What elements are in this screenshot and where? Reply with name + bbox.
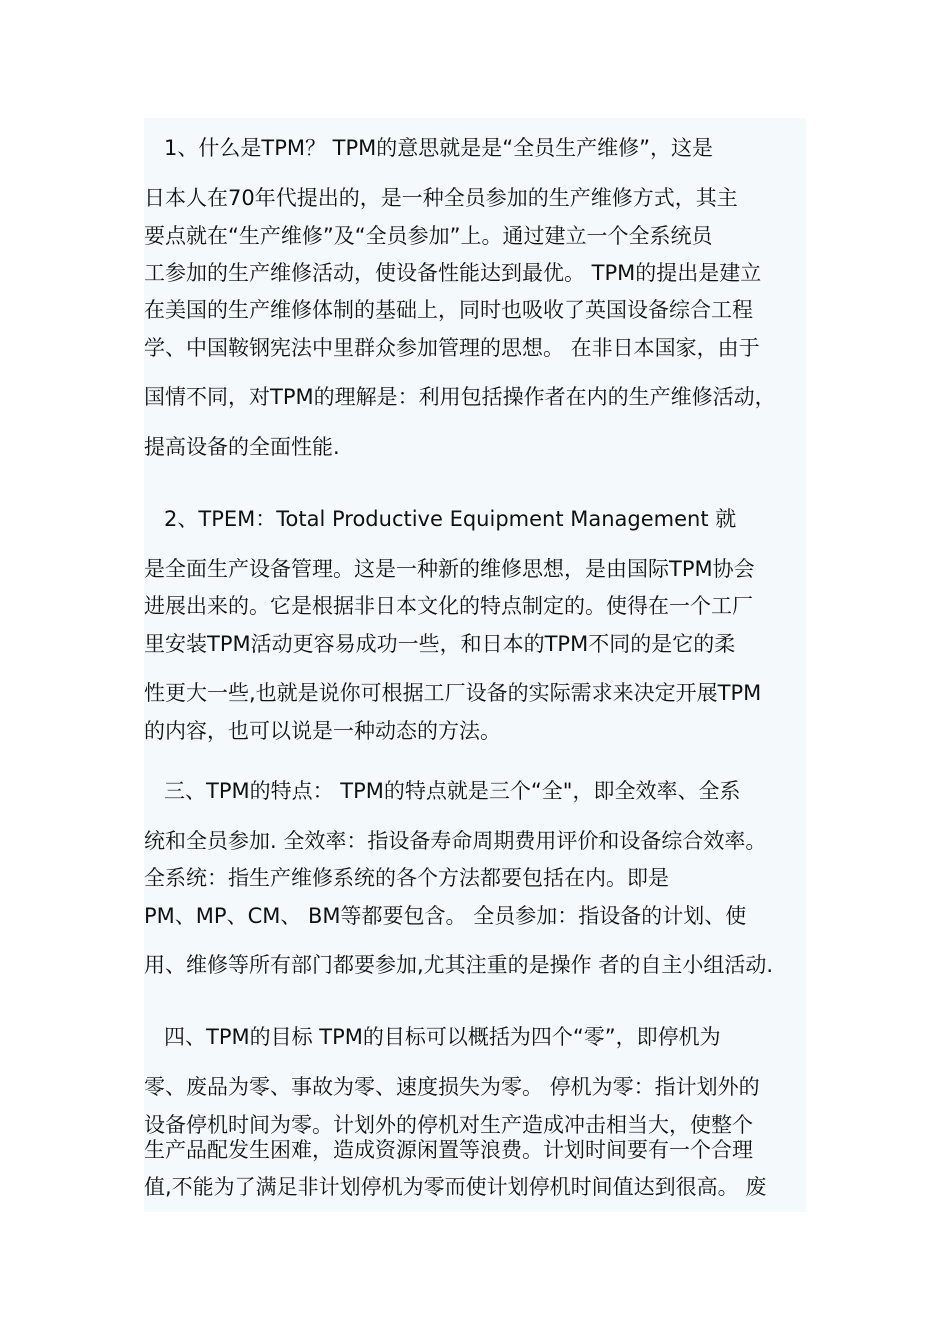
text-line: 四、TPM的目标 TPM的目标可以概括为四个“零”，即停机为 — [144, 1025, 721, 1049]
text-line: 是全面生产设备管理。这是一种新的维修思想，是由国际TPM协会 — [144, 557, 755, 581]
text-line: 用、维修等所有部门都要参加,尤其注重的是操作 者的自主小组活动. — [144, 953, 774, 977]
text-line: 要点就在“生产维修”及“全员参加”上。通过建立一个全系统员 — [144, 224, 713, 248]
text-line: 国情不同，对TPM的理解是：利用包括操作者在内的生产维修活动， — [144, 385, 776, 409]
text-line: 零、废品为零、事故为零、速度损失为零。 停机为零：指计划外的 — [144, 1075, 760, 1099]
text-line: PM、MP、CM、 BM等都要包含。 全员参加：指设备的计划、使 — [144, 904, 747, 928]
text-line: 进展出来的。它是根据非日本文化的特点制定的。使得在一个工厂 — [144, 594, 753, 618]
text-line: 工参加的生产维修活动，使设备性能达到最优。 TPM的提出是建立 — [144, 261, 762, 285]
text-line: 的内容，也可以说是一种动态的方法。 — [144, 719, 501, 743]
text-line: 设备停机时间为零。计划外的停机对生产造成冲击相当大，使整个 — [144, 1113, 753, 1137]
text-line: 日本人在70年代提出的，是一种全员参加的生产维修方式，其主 — [144, 186, 738, 210]
text-line: 全系统：指生产维修系统的各个方法都要包括在内。即是 — [144, 866, 669, 890]
text-line: 1、什么是TPM？ TPM的意思就是是“全员生产维修”，这是 — [144, 136, 714, 160]
text-line: 2、TPEM：Total Productive Equipment Management 就 — [144, 507, 737, 531]
text-line: 统和全员参加. 全效率：指设备寿命周期费用评价和设备综合效率。 — [144, 829, 767, 853]
text-line: 里安装TPM活动更容易成功一些，和日本的TPM不同的是它的柔 — [144, 632, 736, 656]
text-line: 提高设备的全面性能. — [144, 435, 340, 459]
text-line: 值,不能为了满足非计划停机为零而使计划停机时间值达到很高。 废 — [144, 1175, 767, 1199]
text-line: 生产品配发生困难，造成资源闲置等浪费。计划时间要有一个合理 — [144, 1138, 753, 1162]
text-line: 在美国的生产维修体制的基础上，同时也吸收了英国设备综合工程 — [144, 298, 753, 322]
text-line: 三、TPM的特点： TPM的特点就是三个“全"，即全效率、全系 — [144, 779, 741, 803]
text-line: 性更大一些,也就是说你可根据工厂设备的实际需求来决定开展TPM — [144, 681, 762, 705]
text-line: 学、中国鞍钢宪法中里群众参加管理的思想。 在非日本国家，由于 — [144, 336, 760, 360]
